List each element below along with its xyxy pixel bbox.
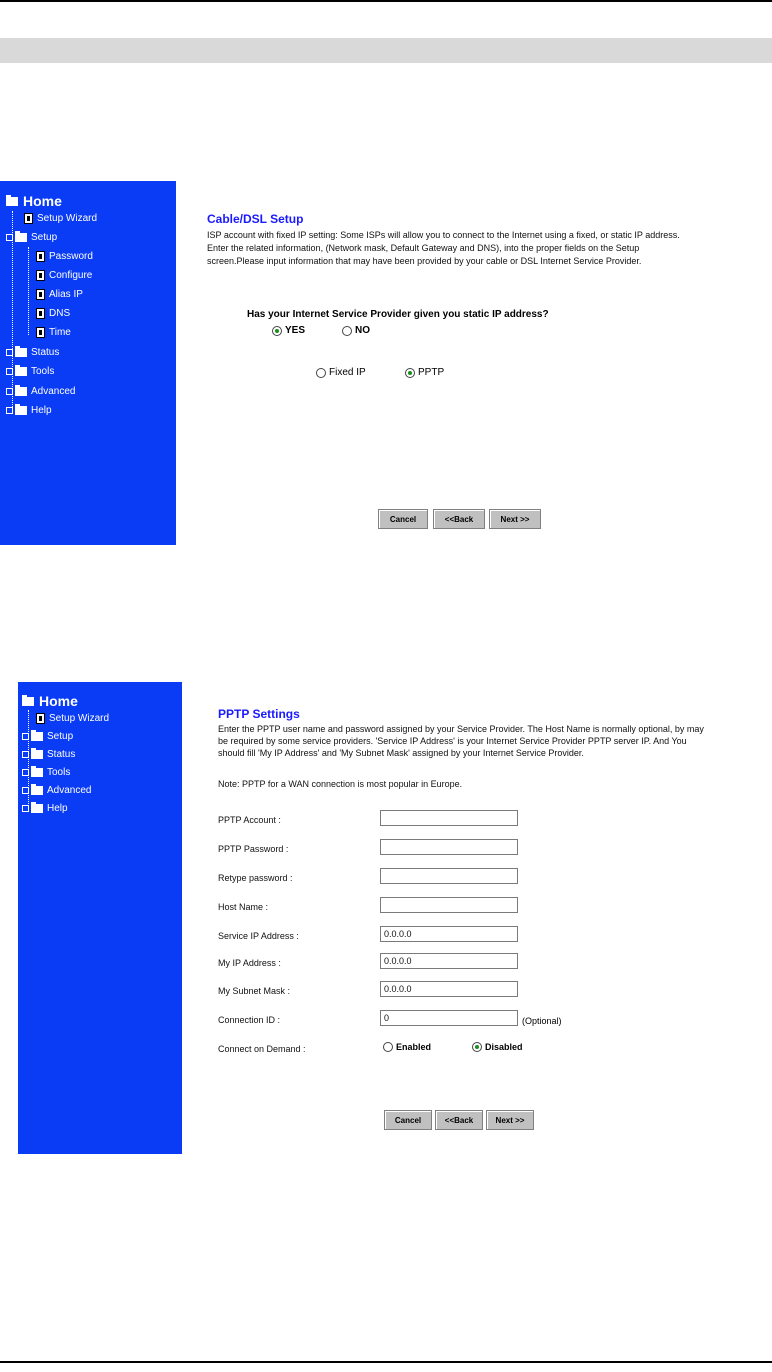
host-name-input[interactable] — [380, 897, 518, 913]
sidebar-item-dns[interactable]: DNS — [36, 308, 70, 319]
page-icon — [36, 289, 45, 300]
top-rule — [0, 0, 772, 2]
sidebar — [18, 682, 182, 1154]
expand-icon — [22, 751, 29, 758]
optional-hint: (Optional) — [522, 1016, 562, 1026]
sidebar-item-tools[interactable]: Tools — [6, 366, 54, 377]
folder-icon — [31, 750, 43, 759]
sidebar-item-status[interactable]: Status — [6, 347, 59, 358]
folder-icon — [31, 804, 43, 813]
radio-pptp[interactable]: PPTP — [405, 367, 444, 378]
sidebar-item-setup[interactable]: Setup — [22, 731, 73, 742]
expand-icon — [22, 769, 29, 776]
folder-icon — [6, 197, 18, 206]
connection-id-input[interactable]: 0 — [380, 1010, 518, 1026]
back-button[interactable]: <<Back — [435, 1110, 483, 1130]
sidebar — [0, 181, 176, 545]
my-ip-input[interactable]: 0.0.0.0 — [380, 953, 518, 969]
page-icon — [36, 270, 45, 281]
page-note: Note: PPTP for a WAN connection is most popular in Europe. — [218, 779, 463, 789]
sidebar-item-advanced[interactable]: Advanced — [22, 785, 91, 796]
sidebar-item-configure[interactable]: Configure — [36, 270, 92, 281]
page-title: Cable/DSL Setup — [207, 212, 304, 226]
folder-icon — [15, 348, 27, 357]
sidebar-item-advanced[interactable]: Advanced — [6, 386, 75, 397]
pptp-account-label: PPTP Account : — [218, 815, 281, 825]
folder-icon — [31, 786, 43, 795]
sidebar-item-alias-ip[interactable]: Alias IP — [36, 289, 83, 300]
pptp-panel — [0, 682, 740, 1154]
radio-icon[interactable] — [342, 326, 352, 336]
retype-password-input[interactable] — [380, 868, 518, 884]
folder-icon — [15, 233, 27, 242]
radio-icon[interactable] — [316, 368, 326, 378]
sidebar-item-tools[interactable]: Tools — [22, 767, 70, 778]
radio-selected-icon[interactable] — [472, 1042, 482, 1052]
tree-line — [28, 247, 29, 335]
next-button[interactable]: Next >> — [486, 1110, 534, 1130]
cancel-button[interactable]: Cancel — [378, 509, 428, 529]
connection-id-label: Connection ID : — [218, 1015, 281, 1025]
connect-on-demand-label: Connect on Demand : — [218, 1044, 306, 1054]
next-button[interactable]: Next >> — [489, 509, 541, 529]
folder-icon — [15, 406, 27, 415]
expand-icon — [6, 368, 13, 375]
sidebar-item-status[interactable]: Status — [22, 749, 75, 760]
cancel-button[interactable]: Cancel — [384, 1110, 432, 1130]
folder-icon — [15, 387, 27, 396]
page-icon — [36, 251, 45, 262]
expand-icon — [6, 234, 13, 241]
cable-dsl-panel — [0, 181, 680, 545]
sidebar-home[interactable]: Home — [6, 193, 62, 209]
folder-icon — [31, 768, 43, 777]
sidebar-item-help[interactable]: Help — [6, 405, 52, 416]
radio-no[interactable]: NO — [342, 325, 370, 336]
static-ip-question: Has your Internet Service Provider given you static IP address? — [247, 309, 549, 320]
subnet-mask-label: My Subnet Mask : — [218, 986, 291, 996]
page-description: Enter the PPTP user name and password assigned by your Service Provider. The Host Name is normally optional, by may be required by some service providers. 'Service IP Address' is your Internet Service Provider PPTP server IP. And You should fill 'My IP Address' and 'My Subnet Mask' assigned by your Internet Service Provider. — [218, 724, 704, 758]
folder-icon — [22, 697, 34, 706]
retype-password-label: Retype password : — [218, 873, 293, 883]
pptp-account-input[interactable] — [380, 810, 518, 826]
folder-icon — [31, 732, 43, 741]
header-band — [0, 38, 772, 63]
sidebar-item-setup[interactable]: Setup — [6, 232, 57, 243]
expand-icon — [6, 349, 13, 356]
back-button[interactable]: <<Back — [433, 509, 485, 529]
page-icon — [36, 713, 45, 724]
radio-enabled[interactable]: Enabled — [383, 1042, 431, 1052]
host-name-label: Host Name : — [218, 902, 269, 912]
page-title: PPTP Settings — [218, 707, 300, 721]
page-icon — [36, 308, 45, 319]
service-ip-label: Service IP Address : — [218, 931, 299, 941]
expand-icon — [6, 388, 13, 395]
radio-icon[interactable] — [383, 1042, 393, 1052]
radio-selected-icon[interactable] — [272, 326, 282, 336]
page-description: ISP account with fixed IP setting: Some ISPs will allow you to connect to the Internet using a fixed, or static IP address. Enter the related information, (Network mask, Default Gateway and DNS), into the proper fields on the Setup screen.Please input information that may have been provided by your cable or DSL Internet Service Provider. — [207, 230, 680, 266]
expand-icon — [22, 805, 29, 812]
service-ip-input[interactable]: 0.0.0.0 — [380, 926, 518, 942]
sidebar-item-password[interactable]: Password — [36, 251, 93, 262]
radio-yes[interactable]: YES — [272, 325, 305, 336]
sidebar-home[interactable]: Home — [22, 693, 78, 709]
pptp-password-label: PPTP Password : — [218, 844, 289, 854]
sidebar-item-time[interactable]: Time — [36, 327, 71, 338]
radio-disabled[interactable]: Disabled — [472, 1042, 523, 1052]
sidebar-item-help[interactable]: Help — [22, 803, 68, 814]
bottom-rule — [0, 1361, 772, 1363]
page-icon — [24, 213, 33, 224]
sidebar-item-setup-wizard[interactable]: Setup Wizard — [24, 213, 97, 224]
folder-icon — [15, 367, 27, 376]
expand-icon — [22, 787, 29, 794]
subnet-mask-input[interactable]: 0.0.0.0 — [380, 981, 518, 997]
pptp-password-input[interactable] — [380, 839, 518, 855]
my-ip-label: My IP Address : — [218, 958, 281, 968]
radio-selected-icon[interactable] — [405, 368, 415, 378]
page-icon — [36, 327, 45, 338]
sidebar-item-setup-wizard[interactable]: Setup Wizard — [36, 713, 109, 724]
radio-fixed-ip[interactable]: Fixed IP — [316, 367, 366, 378]
expand-icon — [22, 733, 29, 740]
expand-icon — [6, 407, 13, 414]
